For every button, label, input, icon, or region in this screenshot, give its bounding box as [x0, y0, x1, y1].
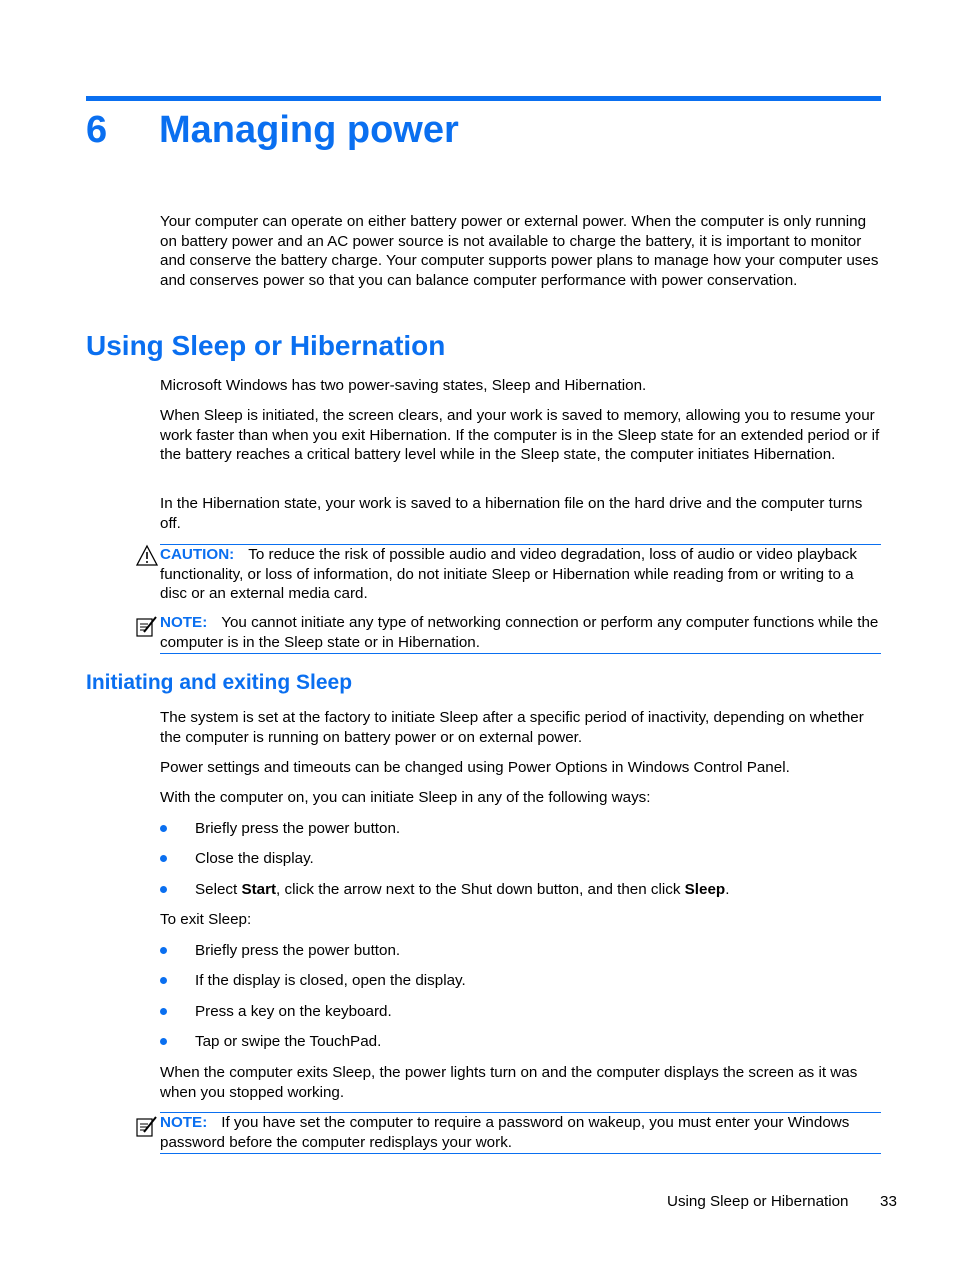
- bullet-icon: [160, 825, 167, 832]
- note-notice-2: [160, 1112, 881, 1154]
- chapter-title: Managing power: [159, 109, 459, 151]
- section-paragraph-2: When Sleep is initiated, the screen clears, and your work is saved to memory, allowing you to resume your work faster than when you exit Hibernation. If the computer is in the Sleep state for an extended period or if the battery reaches a critical battery level while in the Sleep state, the computer initiates Hibernation.: [160, 407, 880, 463]
- note-label: NOTE:: [160, 614, 208, 631]
- bullet-icon: [160, 1038, 167, 1045]
- note-bottom-rule: [160, 1153, 881, 1154]
- caution-text: To reduce the risk of possible audio and video degradation, loss of audio or video playback functionality, or loss of information, do not initiate Sleep or Hibernation while reading from or writing to a disc or an external media card.: [160, 546, 857, 602]
- exit-intro: To exit Sleep:: [160, 911, 252, 928]
- subsection-paragraph-1: The system is set at the factory to initiate Sleep after a specific period of inactivity, depending on whether the computer is running on battery power or on external power.: [160, 709, 864, 746]
- chapter-number: 6: [86, 109, 108, 151]
- note-pencil-icon: [135, 614, 159, 638]
- caution-notice: [160, 544, 881, 604]
- subsection-paragraph-4: When the computer exits Sleep, the power lights turn on and the computer displays the screen as it was when you stopped working.: [160, 1064, 858, 1101]
- section-paragraph-1: Microsoft Windows has two power-saving states, Sleep and Hibernation.: [160, 377, 647, 394]
- subsection-paragraph-2: Power settings and timeouts can be changed using Power Options in Windows Control Panel.: [160, 759, 790, 776]
- note-text: You cannot initiate any type of networking connection or perform any computer functions while the computer is in the Sleep state or in Hibernation.: [160, 614, 879, 651]
- chapter-rule: [86, 96, 881, 101]
- page-number: 33: [880, 1193, 897, 1210]
- section-paragraph-3: In the Hibernation state, your work is saved to a hibernation file on the hard drive and the computer turns off.: [160, 495, 863, 532]
- warning-triangle-icon: [135, 544, 159, 568]
- note-pencil-icon: [135, 1114, 159, 1138]
- subsection-title: Initiating and exiting Sleep: [86, 671, 353, 694]
- bullet-icon: [160, 977, 167, 984]
- footer-section-title: Using Sleep or Hibernation: [667, 1193, 849, 1210]
- note-notice-1: [160, 613, 881, 654]
- note-label: NOTE:: [160, 1114, 208, 1131]
- bullet-icon: [160, 1008, 167, 1015]
- bullet-icon: [160, 947, 167, 954]
- chapter-heading: [86, 106, 459, 154]
- note-text: If you have set the computer to require a password on wakeup, you must enter your Windows password before the computer redisplays your work.: [160, 1114, 850, 1151]
- bullet-icon: [160, 855, 167, 862]
- section-title: Using Sleep or Hibernation: [86, 330, 446, 361]
- note-bottom-rule: [160, 653, 881, 654]
- subsection-paragraph-3: With the computer on, you can initiate Sleep in any of the following ways:: [160, 789, 651, 806]
- intro-paragraph: Your computer can operate on either battery power or external power. When the computer is only running on battery power and an AC power source is not available to charge the battery, it is important to monitor and conserve the battery charge. Your computer supports power plans to manage how your computer uses and conserves power so that you can balance computer performance with power conservation.: [160, 213, 879, 289]
- bullet-icon: [160, 886, 167, 893]
- caution-label: CAUTION:: [160, 546, 235, 563]
